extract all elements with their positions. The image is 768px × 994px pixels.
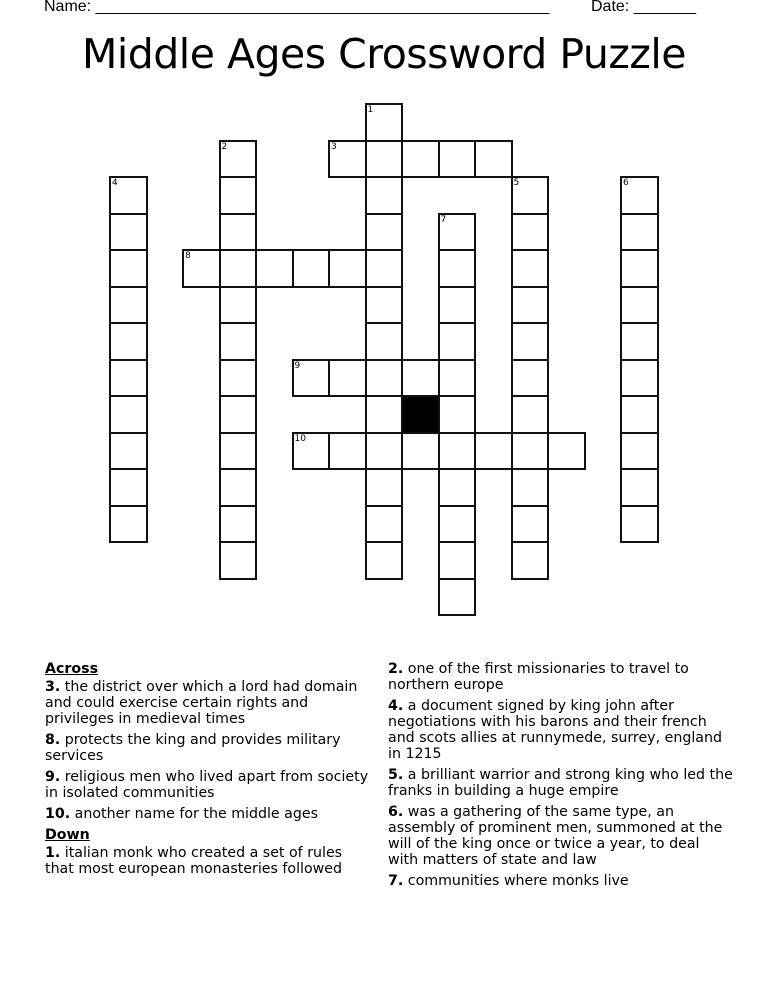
black-cell: [401, 395, 440, 434]
clue-number: 3.: [45, 679, 61, 695]
clue-number-label: 4: [112, 178, 118, 188]
clue-number-label: 6: [623, 178, 629, 188]
grid-cell[interactable]: [401, 432, 440, 471]
grid-cell[interactable]: [438, 505, 477, 544]
clue-down-4: [388, 698, 733, 762]
grid-cell[interactable]: [219, 541, 258, 580]
clue-number-label: 8: [185, 251, 191, 261]
grid-cell[interactable]: [438, 541, 477, 580]
grid-cell[interactable]: [219, 249, 258, 288]
grid-cell[interactable]: [292, 249, 331, 288]
down-heading: Down: [45, 827, 90, 843]
grid-cell[interactable]: [438, 578, 477, 617]
clue-down-6: [388, 804, 733, 868]
grid-cell[interactable]: [474, 432, 513, 471]
clue-text: italian monk who created a set of rules that most european monasteries followed: [45, 845, 343, 877]
grid-cell[interactable]: [620, 249, 659, 288]
clue-across-10: [45, 806, 375, 822]
grid-cell[interactable]: [255, 249, 294, 288]
grid-cell[interactable]: [365, 249, 404, 288]
grid-cell[interactable]: [109, 359, 148, 398]
grid-cell[interactable]: [328, 432, 367, 471]
clue-number-label: 1: [367, 105, 374, 115]
grid-cell[interactable]: [438, 249, 477, 288]
grid-cell[interactable]: [438, 322, 477, 361]
grid-cell[interactable]: [620, 505, 659, 544]
clue-across-8: [45, 732, 375, 764]
grid-cell[interactable]: [365, 103, 404, 142]
grid-cell[interactable]: [511, 468, 550, 507]
clue-number: 8.: [45, 732, 61, 748]
grid-cell[interactable]: [401, 359, 440, 398]
grid-cell[interactable]: [438, 140, 477, 179]
grid-cell[interactable]: [438, 468, 477, 507]
clue-text: was a gathering of the same type, an assembly of prominent men, summoned at the will of the king once or twice a year, to deal with matters of state and law: [388, 804, 723, 868]
grid-cell[interactable]: [620, 176, 659, 215]
grid-cell[interactable]: [219, 505, 258, 544]
clue-number: 1.: [45, 845, 61, 861]
clue-down-2: [388, 661, 733, 693]
grid-cell[interactable]: [438, 395, 477, 434]
clue-number-label: 3: [331, 141, 337, 152]
grid-cell[interactable]: [109, 249, 148, 288]
grid-cell[interactable]: [511, 432, 550, 471]
grid-cell[interactable]: [109, 432, 148, 471]
grid-cell[interactable]: [365, 395, 404, 434]
grid-cell[interactable]: [620, 322, 659, 361]
clue-number: 2.: [388, 661, 404, 677]
grid-cell[interactable]: [365, 140, 404, 179]
clue-across-9: [45, 769, 375, 801]
clue-across-3: [45, 679, 375, 727]
clue-down-5: [388, 767, 733, 799]
clues-right-column: [388, 661, 733, 894]
clue-number: 7.: [388, 873, 404, 889]
grid-cell[interactable]: [547, 432, 586, 471]
clue-number: 10.: [45, 806, 71, 822]
grid-cell[interactable]: [109, 213, 148, 252]
grid-cell[interactable]: [292, 432, 331, 471]
clue-text: a document signed by king john after negotiations with his barons and their french and scots allies at runnymede, surrey, england in 1215: [388, 698, 722, 762]
clue-text: communities where monks live: [403, 873, 629, 889]
clues-left-column: [45, 661, 375, 882]
page-title: Middle Ages Crossword Puzzle: [81, 30, 686, 78]
clue-text: protects the king and provides military services: [45, 732, 341, 764]
grid-cell[interactable]: [365, 432, 404, 471]
grid-cell[interactable]: [620, 213, 659, 252]
grid-cell[interactable]: [365, 541, 404, 580]
name-field[interactable]: Name: ___________________________________________________: [44, 0, 550, 15]
grid-cell[interactable]: [219, 286, 258, 325]
grid-cell[interactable]: [219, 176, 258, 215]
clue-down-1: [45, 845, 375, 877]
grid-cell[interactable]: [511, 322, 550, 361]
grid-cell[interactable]: [438, 359, 477, 398]
grid-cell[interactable]: [109, 505, 148, 544]
grid-cell[interactable]: [328, 359, 367, 398]
grid-cell[interactable]: [620, 468, 659, 507]
clue-text: religious men who lived apart from society in isolated communities: [45, 769, 369, 801]
grid-cell[interactable]: [438, 213, 477, 252]
grid-cell[interactable]: [109, 322, 148, 361]
grid-cell[interactable]: [328, 140, 367, 179]
grid-cell[interactable]: [511, 213, 550, 252]
grid-cell[interactable]: [365, 322, 404, 361]
clue-text: another name for the middle ages: [70, 806, 318, 822]
grid-cell[interactable]: [511, 249, 550, 288]
grid-cell[interactable]: [620, 395, 659, 434]
grid-cell[interactable]: [511, 359, 550, 398]
grid-cell[interactable]: [401, 140, 440, 179]
clue-number: 9.: [45, 769, 61, 785]
grid-cell[interactable]: [292, 359, 331, 398]
grid-cell[interactable]: [109, 176, 148, 215]
grid-cell[interactable]: [219, 468, 258, 507]
grid-cell[interactable]: [438, 432, 477, 471]
clue-number-label: 9: [294, 360, 301, 371]
grid-cell[interactable]: [109, 468, 148, 507]
grid-cell[interactable]: [620, 359, 659, 398]
grid-cell[interactable]: [511, 395, 550, 434]
grid-cell[interactable]: [365, 468, 404, 507]
grid-cell[interactable]: [219, 322, 258, 361]
clue-text: a brilliant warrior and strong king who led the franks in building a huge empire: [388, 767, 733, 799]
across-heading: Across: [45, 661, 99, 677]
grid-cell[interactable]: [219, 432, 258, 471]
clue-number-label: 2: [221, 141, 228, 152]
grid-cell[interactable]: [511, 176, 550, 215]
grid-cell[interactable]: [365, 286, 404, 325]
clue-number-label: 5: [513, 178, 520, 188]
grid-cell[interactable]: [474, 140, 513, 179]
clue-number-label: 10: [294, 433, 306, 444]
grid-cell[interactable]: [219, 140, 258, 179]
date-field[interactable]: Date: _______: [591, 0, 696, 15]
grid-cell[interactable]: [109, 395, 148, 434]
clue-number: 5.: [388, 767, 404, 783]
grid-cell[interactable]: [109, 286, 148, 325]
clue-number: 4.: [388, 698, 404, 714]
grid-cell[interactable]: [511, 286, 550, 325]
grid-cell[interactable]: [182, 249, 221, 288]
grid-cell[interactable]: [219, 395, 258, 434]
grid-cell[interactable]: [365, 176, 404, 215]
grid-cell[interactable]: [219, 213, 258, 252]
grid-cell[interactable]: [328, 249, 367, 288]
clue-number: 6.: [388, 804, 404, 820]
grid-cell[interactable]: [365, 359, 404, 398]
grid-cell[interactable]: [620, 286, 659, 325]
grid-cell[interactable]: [365, 213, 404, 252]
grid-cell[interactable]: [438, 286, 477, 325]
clue-text: the district over which a lord had domain and could exercise certain rights and privileges in medieval times: [45, 679, 358, 727]
grid-cell[interactable]: [219, 359, 258, 398]
grid-cell[interactable]: [365, 505, 404, 544]
grid-cell[interactable]: [511, 505, 550, 544]
clue-number-label: 7: [440, 214, 447, 225]
clue-text: one of the first missionaries to travel to northern europe: [388, 661, 689, 693]
grid-cell[interactable]: [511, 541, 550, 580]
grid-cell[interactable]: [620, 432, 659, 471]
clue-down-7: [388, 873, 733, 889]
